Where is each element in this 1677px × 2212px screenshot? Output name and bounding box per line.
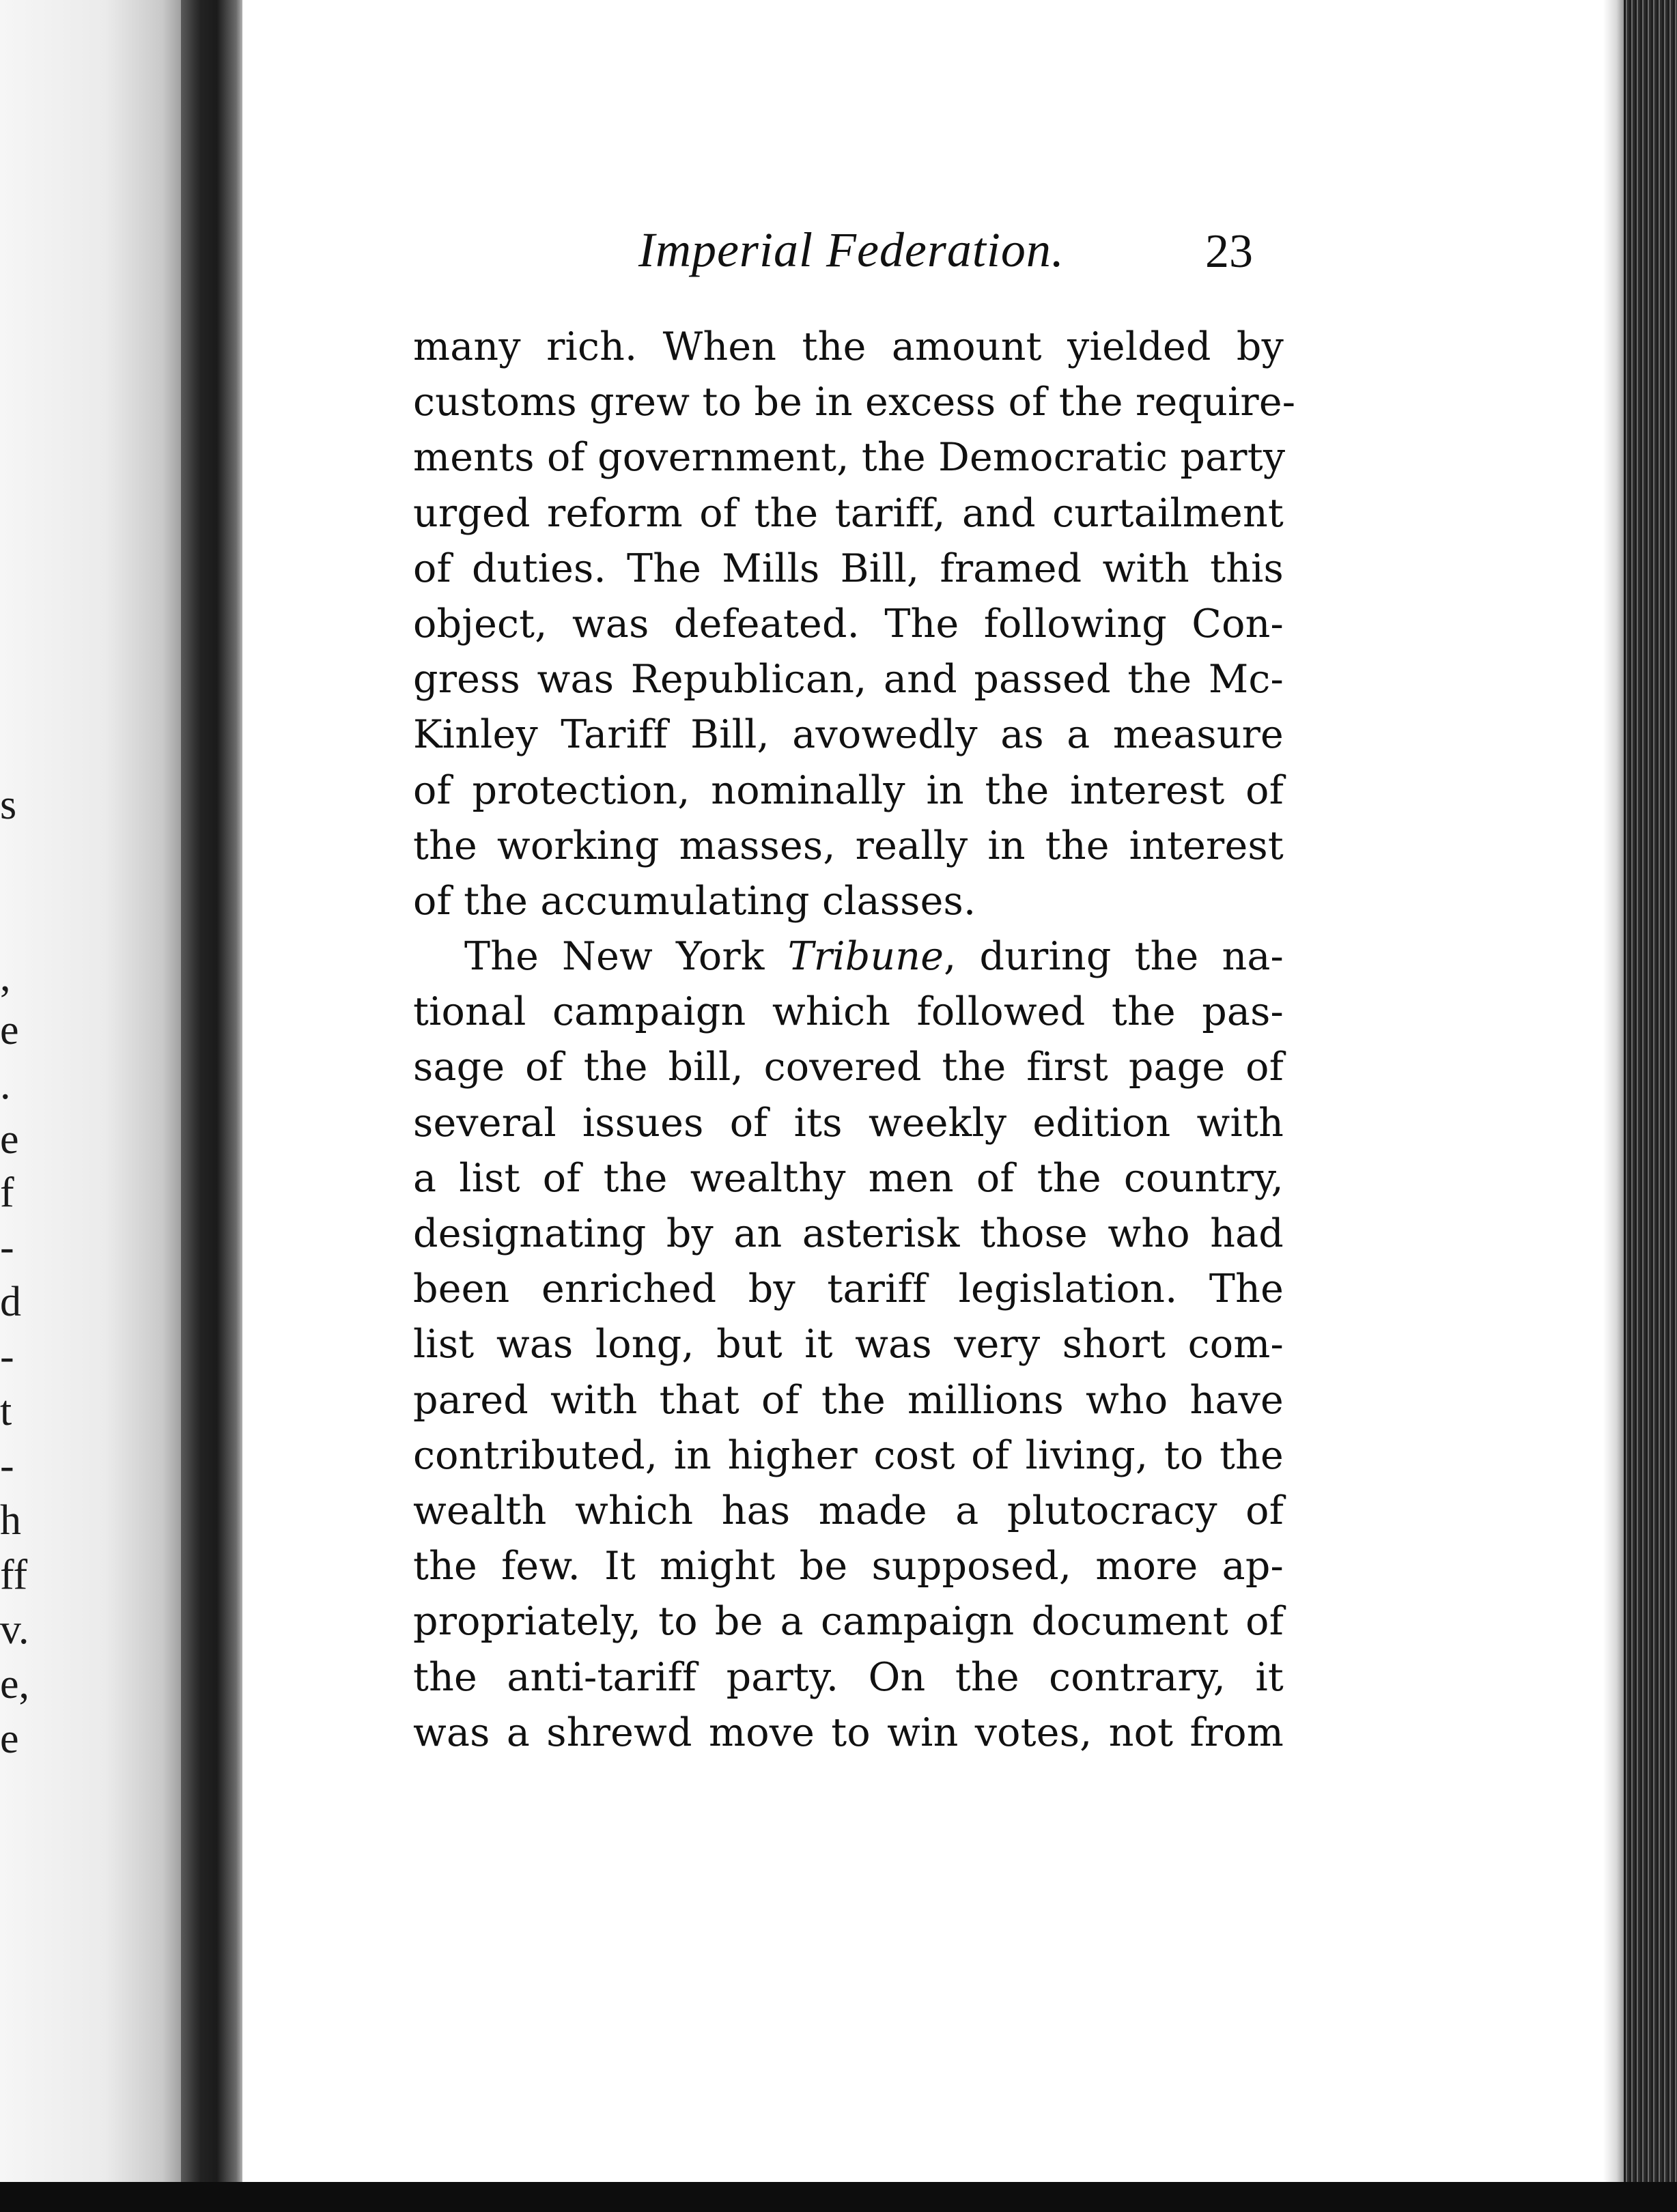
running-title: Imperial Federation. xyxy=(638,223,1065,277)
text-line-with-italic xyxy=(413,929,1284,984)
text-line: the few. It might be supposed, more ap- xyxy=(413,1544,1284,1589)
text-line: was a shrewd move to win votes, not from xyxy=(413,1710,1284,1755)
text-line: wealth which has made a plutocracy of xyxy=(413,1488,1284,1533)
text-line: many rich. When the amount yielded by xyxy=(413,324,1284,369)
left-margin-letter: h xyxy=(0,1497,21,1544)
text-line: of protection, nominally in the interest of xyxy=(413,767,1284,813)
scan-bottom-border xyxy=(0,2182,1677,2212)
left-margin-letter: v. xyxy=(0,1606,29,1653)
text-line: pared with that of the millions who have xyxy=(413,1377,1284,1423)
page-number: 23 xyxy=(1205,225,1253,278)
page-stack-edges xyxy=(1624,0,1677,2212)
text-line: of the accumulating classes. xyxy=(413,878,976,924)
text-line: the working masses, really in the interest xyxy=(413,823,1284,868)
left-margin-letter: - xyxy=(0,1224,14,1271)
left-margin-letter: e xyxy=(0,1716,19,1762)
running-head xyxy=(638,225,1294,294)
text-run: , during the na- xyxy=(944,934,1284,980)
left-margin-letter: , xyxy=(0,954,11,1000)
text-line: propriately, to be a campaign document of xyxy=(413,1599,1284,1645)
text-line: designating by an asterisk those who had xyxy=(413,1211,1284,1256)
text-line: of duties. The Mills Bill, framed with this xyxy=(413,545,1284,591)
text-line: the anti-tariff party. On the contrary, it xyxy=(413,1654,1284,1700)
left-margin-letter: t xyxy=(0,1388,12,1434)
left-margin-letter: s xyxy=(0,782,17,828)
left-margin-letter: . xyxy=(0,1062,11,1108)
text-line: Kinley Tariff Bill, avowedly as a measure xyxy=(413,712,1284,758)
left-margin-letter: - xyxy=(0,1443,14,1489)
text-line: a list of the wealthy men of the country, xyxy=(413,1155,1284,1201)
left-margin-letter: - xyxy=(0,1333,14,1380)
text-line: list was long, but it was very short com- xyxy=(413,1322,1284,1367)
page-edge-shading xyxy=(1603,0,1625,2212)
book-gutter-shadow xyxy=(181,0,246,2212)
text-line: tional campaign which followed the pas- xyxy=(413,989,1284,1035)
left-margin-letter: e, xyxy=(0,1661,30,1707)
left-margin-letter: ff xyxy=(0,1552,28,1598)
text-line: been enriched by tariff legislation. The xyxy=(413,1266,1284,1312)
text-line: urged reform of the tariff, and curtailment xyxy=(413,490,1284,536)
left-margin-letter: e xyxy=(0,1007,19,1053)
left-margin-letter: e xyxy=(0,1116,19,1163)
text-line: several issues of its weekly edition with xyxy=(413,1100,1284,1146)
body-text xyxy=(413,320,1296,1761)
newspaper-title: Tribune xyxy=(787,934,944,980)
text-run: The New York xyxy=(464,934,788,980)
text-line: contributed, in higher cost of living, to the xyxy=(413,1432,1284,1478)
text-line: ments of government, the Democratic party xyxy=(413,435,1286,481)
text-line: customs grew to be in excess of the require- xyxy=(413,380,1296,425)
text-line: sage of the bill, covered the first page of xyxy=(413,1045,1284,1090)
left-margin-letter: f xyxy=(0,1169,14,1216)
left-margin-letter: d xyxy=(0,1279,21,1325)
text-line: gress was Republican, and passed the Mc- xyxy=(413,657,1284,703)
left-facing-page xyxy=(0,0,191,2212)
text-line: object, was defeated. The following Con- xyxy=(413,601,1284,647)
